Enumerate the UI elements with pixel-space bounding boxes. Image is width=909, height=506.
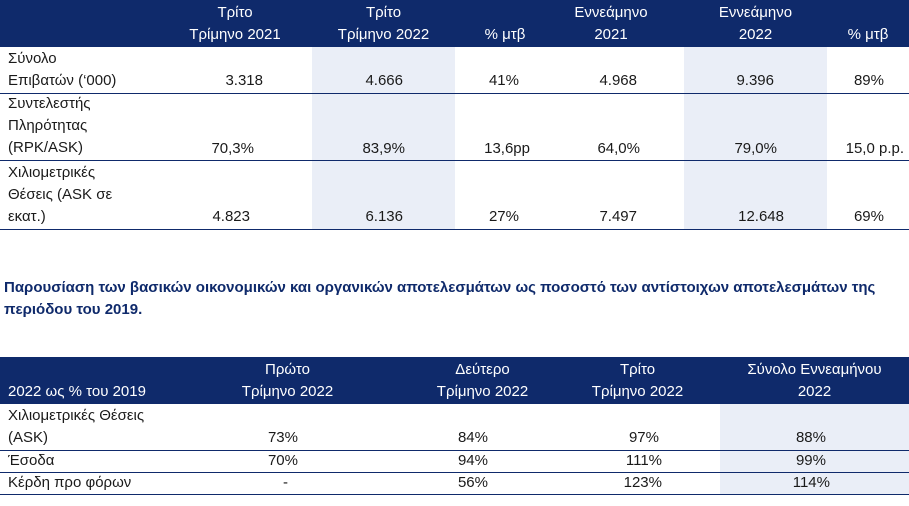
t2-cell: 73% — [267, 429, 298, 446]
t2-header-q1: Πρώτο Τρίμηνο 2022 — [241, 361, 334, 400]
t2-cell: 56% — [457, 474, 488, 491]
t1-row-divider — [0, 160, 909, 161]
t2-cell: 84% — [457, 429, 488, 446]
t1-cell: 83,9% — [362, 140, 405, 157]
t2-cell: 123% — [623, 474, 662, 491]
t2-cell: 88% — [795, 429, 826, 446]
t2-cell: 97% — [628, 429, 659, 446]
t1-cell: 70,3% — [211, 140, 254, 157]
t1-cell: 6.136 — [365, 208, 403, 225]
t2-cell: - — [283, 474, 288, 491]
t1-cell: 12.648 — [738, 208, 784, 225]
t1-cell: 4.666 — [365, 72, 403, 89]
t2-cell: 99% — [795, 452, 826, 469]
t1-cell: 69% — [853, 208, 884, 225]
t1-row-divider — [0, 93, 909, 94]
t1-cell: 7.497 — [599, 208, 637, 225]
t1-header-q3-2021: Τρίτο Τρίμηνο 2021 — [189, 4, 281, 43]
t2-header-9m: Σύνολο Εννεαμήνου 2022 — [747, 361, 882, 400]
t1-bottom-rule — [0, 229, 909, 230]
t2-header-label: 2022 ως % του 2019 — [8, 383, 146, 400]
t1-row-label-load-factor: Συντελεστής Πληρότητας (RPK/ASK) — [8, 95, 91, 156]
t1-cell: 89% — [853, 72, 884, 89]
t1-row-label-ask: Χιλιομετρικές Θέσεις (ASK σε εκατ.) — [8, 164, 113, 225]
t1-cell: 64,0% — [597, 140, 640, 157]
t1-cell: 9.396 — [736, 72, 774, 89]
t2-row-label-revenue: Έσοδα — [8, 452, 55, 469]
t2-row-label-pbt: Κέρδη προ φόρων — [8, 474, 132, 491]
t1-cell: 15,0 p.p. — [845, 140, 904, 157]
t1-header-9m-2021: Εννεάμηνο 2021 — [574, 4, 648, 43]
t2-bottom-rule — [0, 494, 909, 495]
t1-cell: 3.318 — [225, 72, 263, 89]
t2-row-label-ask: Χιλιομετρικές Θέσεις (ASK) — [8, 407, 145, 446]
t2-cell: 114% — [792, 474, 830, 491]
t2-cell: 111% — [625, 452, 662, 469]
t1-row-label-passengers: Σύνολο Επιβατών (‘000) — [8, 50, 117, 89]
t1-header-yoy-q: % μτβ — [484, 26, 526, 43]
t1-header-yoy-9m: % μτβ — [847, 26, 889, 43]
t2-header-q2: Δεύτερο Τρίμηνο 2022 — [436, 361, 529, 400]
t2-cell: 70% — [267, 452, 298, 469]
t1-cell: 4.968 — [599, 72, 637, 89]
t2-header-q3: Τρίτο Τρίμηνο 2022 — [591, 361, 684, 400]
t1-cell: 27% — [488, 208, 519, 225]
t1-header-q3-2022: Τρίτο Τρίμηνο 2022 — [337, 4, 430, 43]
t2-cell: 94% — [457, 452, 488, 469]
t1-cell: 41% — [488, 72, 519, 89]
t1-cell: 79,0% — [734, 140, 777, 157]
t1-cell: 13,6pp — [484, 140, 530, 157]
t1-header-9m-2022: Εννεάμηνο 2022 — [718, 4, 793, 43]
t1-cell: 4.823 — [212, 208, 250, 225]
section-heading: Παρουσίαση των βασικών οικονομικών και οργανικών αποτελεσμάτων ως ποσοστό των αντίστοιχων αποτελεσμάτων της περιόδου του 2019. — [4, 279, 876, 318]
